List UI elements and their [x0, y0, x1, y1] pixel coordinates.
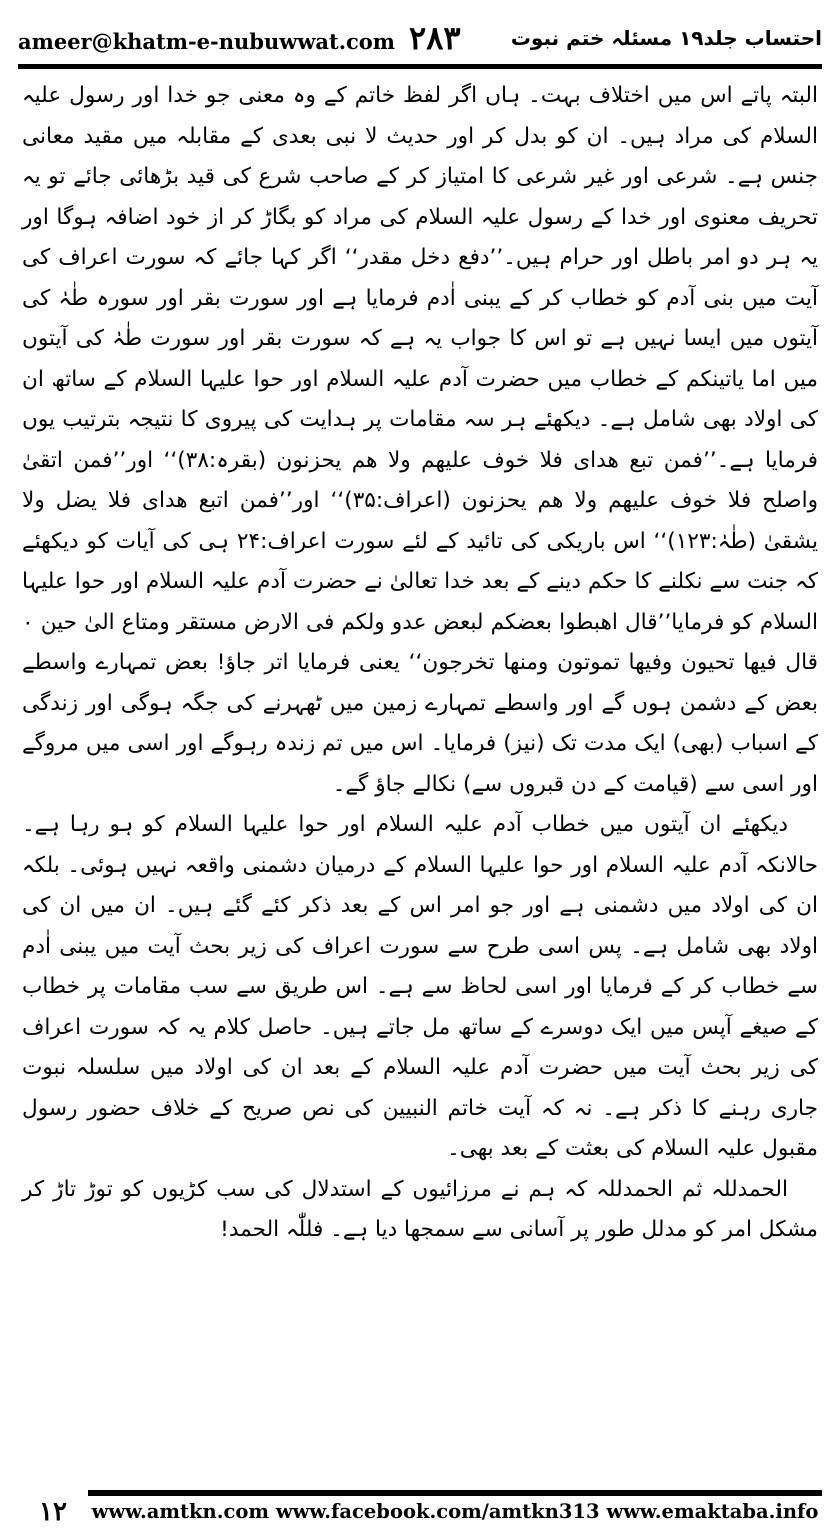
footer-bar: [88, 1490, 822, 1534]
header-page-number: ۲۸۳: [409, 19, 461, 57]
paragraph-2: دیکھئے ان آیتوں میں خطاب آدم علیہ السلام اور حوا علیہا السلام کو ہو رہا ہے۔ حالانکہ آدم علیہ السلام اور حوا علیہا السلام کے درمیان دشمنی واقعہ نہیں ہوئی۔ بلکہ ان کی اولاد میں دشمنی ہے اور جو امر اس کے بعد ذکر کئے گئے ہیں۔ ان میں ان کی اولاد بھی شامل ہے۔ پس اسی طرح سے سورت اعراف کی زیر بحث آیت میں یبنی اٰدم سے خطاب کر کے فرمایا اور اسی لحاظ سے ہے۔ اس طریق سے سب مقامات پر خطاب کے صیغے آپس میں ایک دوسرے کے ساتھ مل جاتے ہیں۔ حاصل کلام یہ کہ سورت اعراف کی زیر بحث آیت میں حضرت آدم علیہ السلام کے بعد ان کی اولاد میں سلسلہ نبوت جاری رہنے کا ذکر ہے۔ نہ کہ آیت خاتم النبیین کی نص صریح کے خلاف حضور رسول مقبول علیہ السلام کی بعثت کے بعد بھی۔: [22, 812, 818, 1161]
page-footer: [18, 1490, 822, 1534]
header-rule: [18, 64, 822, 69]
footer-rule: [88, 1490, 822, 1496]
paragraph-1: البتہ پاتے اس میں اختلاف بہت۔ ‌ہاں اگر لفظ خاتم کے وہ معنی جو خدا اور رسول علیہ السلام کی مراد ہیں۔ ان کو بدل کر اور حدیث لا نبی بعدی کے مقابلہ میں مقید معانی جنس ہے۔ شرعی اور غیر شرعی کا امتیاز کر کے صاحب شرع کی قید بڑھائی جائے تو یہ تحریف معنوی اور خدا کے رسول علیہ السلام کی مراد کو بگاڑ کر از خود اضافہ ہوگا اور یہ ہر دو امر باطل اور حرام ہیں۔’’دفع دخل مقدر‘‘ اگر کہا جائے کہ سورت اعراف کی آیت میں بنی آدم کو خطاب کر کے یبنی اٰدم فرمایا ہے اور سورت بقر اور سورہ طٰہٰ کی آیتوں میں ایسا نہیں ہے تو اس کا جواب یہ ہے کہ سورت بقر اور سورت طٰہٰ کی آیتوں میں اما یاتینکم کے خطاب میں حضرت آدم علیہ السلام اور حوا علیہا السلام کے ساتھ ان کی اولاد بھی شامل ہے۔ دیکھئے ہر سہ مقامات پر ہدایت کی پیروی کا نتیجہ بترتیب یوں فرمایا ہے۔’’فمن تبع ھدای فلا خوف علیھم ولا ھم یحزنون (بقرہ:۳۸)‘‘ اور’’فمن اتقیٰ واصلح فلا خوف علیھم ولا ھم یحزنون (اعراف:۳۵)‘‘ اور’’فمن اتبع ھدای فلا یضل ولا یشقیٰ (طٰہٰ:۱۲۳)‘‘ اس باریکی کی تائید کے لئے سورت اعراف:۲۴ ہی کی آیات کو دیکھئے کہ جنت سے نکلنے کا حکم دینے کے بعد خدا تعالیٰ نے حضرت آدم علیہ السلام اور حوا علیہا السلام کو فرمایا’’قال اھبطوا بعضکم لبعض عدو ولکم فی الارض مستقر ومتاع الیٰ حین ۰ قال فیھا تحیون وفیھا تموتون ومنھا تخرجون‘‘ ‌یعنی فرمایا اتر جاؤ! بعض تمہارے واسطے بعض کے دشمن ہوں گے اور واسطے تمہارے زمین میں ٹھہرنے کی جگہ ہوگی اور زندگی کے اسباب (بھی) ایک مدت تک (نیز) فرمایا۔ اس میں تم زندہ رہوگے اور اسی میں مروگے اور اسی سے (قیامت کے دن قبروں سے) نکالے جاؤ گے۔ ‌: [22, 83, 819, 797]
paragraph-3: الحمدللہ ثم الحمدللہ کہ ہم نے مرزائیوں کے استدلال کی سب کڑیوں کو توڑ تاڑ کر مشکل امر کو مدلل طور پر آسانی سے سمجھا دیا ہے۔ فللّٰہ الحمد!: [22, 1176, 818, 1242]
header-email: ameer@khatm-e-nubuwwat.com: [18, 29, 396, 54]
page-header: [18, 18, 822, 58]
header-left: [18, 19, 461, 57]
footer-page-number: ۱۲: [39, 1497, 67, 1527]
footer-links: www.amtkn.com www.facebook.com/amtkn313 www.emaktaba.info: [91, 1500, 819, 1523]
body-text: [22, 76, 818, 1416]
header-book-title: احتساب جلد۱۹ مسئلہ ختم نبوت: [510, 26, 822, 50]
